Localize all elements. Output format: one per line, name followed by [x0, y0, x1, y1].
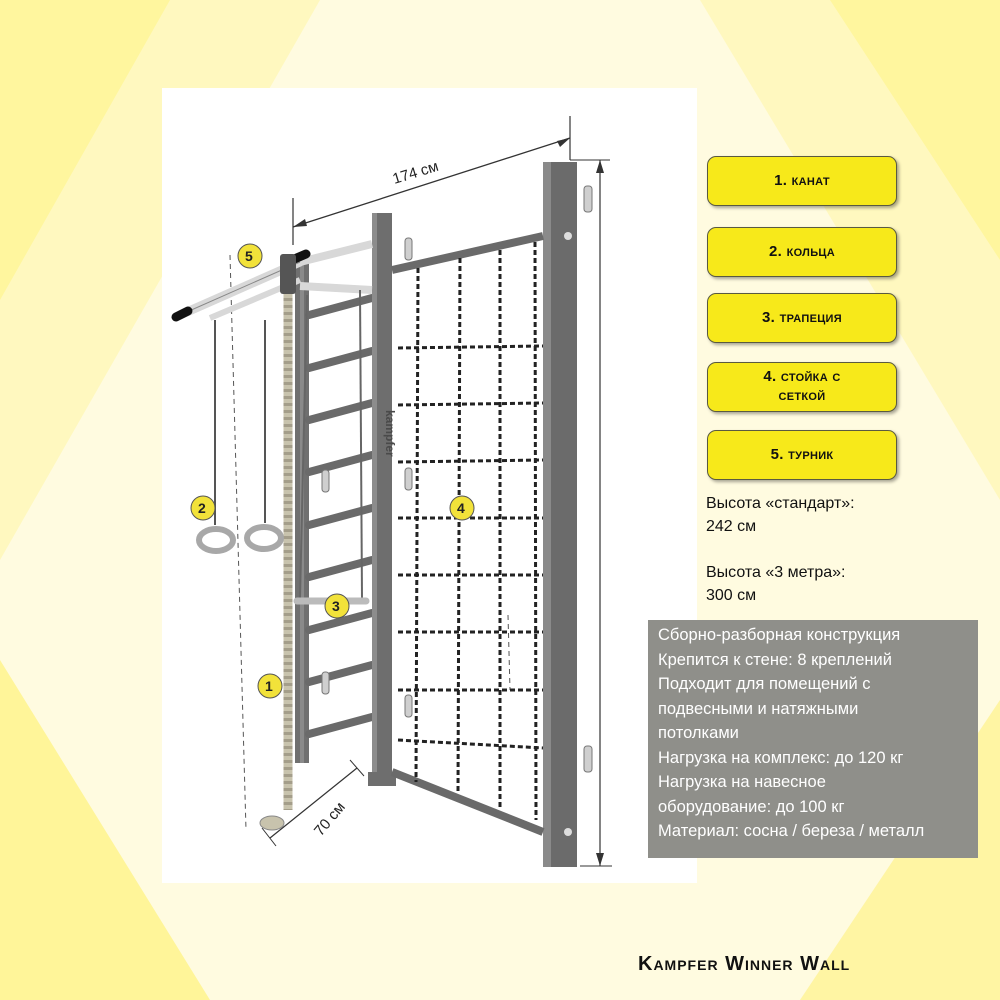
callout-2-number: 2	[198, 500, 206, 516]
legend-trapeze	[707, 293, 897, 343]
ladder-rungs	[309, 298, 372, 734]
callout-1	[258, 674, 282, 698]
spec-line: Нагрузка на комплекс: до 120 кг	[658, 748, 904, 767]
spec-line: Материал: сосна / береза / металл	[658, 822, 925, 840]
height-3m	[706, 561, 845, 607]
height-standard-value: 242 см	[706, 518, 757, 536]
spec-line: Подходит для помещений с	[658, 675, 871, 693]
callout-1-number: 1	[265, 678, 273, 694]
climbing-net	[398, 242, 543, 820]
callout-2	[191, 496, 215, 520]
callout-4-number: 4	[457, 500, 465, 516]
height-standard	[706, 492, 855, 538]
height-3m-label: Высота «3 метра»:	[706, 564, 846, 581]
legend-net-post-text-2: сеткой	[778, 387, 826, 404]
spec-line: Крепится к стене: 8 креплений	[658, 650, 892, 669]
spec-line: Сборно-разборная конструкция	[658, 626, 901, 644]
depth-dimension	[262, 760, 364, 846]
net-top-bar	[392, 236, 543, 270]
legend-net-post	[707, 362, 897, 412]
width-label: 174 см	[390, 157, 441, 188]
legend-rope	[707, 156, 897, 206]
spec-line: Нагрузка на навесное	[658, 773, 826, 791]
depth-label: 70 см	[310, 798, 349, 840]
legend-rope-text: 1. канат	[774, 171, 830, 189]
callout-5	[238, 244, 262, 268]
callout-3	[325, 594, 349, 618]
height-3m-value: 300 см	[706, 587, 757, 605]
post-logo: kampfer	[383, 410, 397, 457]
legend-trapeze-text: 3. трапеция	[762, 308, 842, 326]
legend-pull-up-bar	[707, 430, 897, 480]
legend-net-post-text-1: 4. стойка с	[763, 368, 841, 386]
width-dimension	[293, 116, 570, 245]
spec-line: подвесными и натяжными	[658, 699, 859, 718]
height-standard-label: Высота «стандарт»:	[706, 495, 855, 512]
spec-line: потолками	[658, 724, 739, 742]
legend-pull-up-bar-text: 5. турник	[770, 445, 834, 463]
guide-line	[508, 615, 510, 690]
legend-rings	[707, 227, 897, 277]
middle-post	[368, 213, 397, 786]
spec-line: оборудование: до 100 кг	[658, 797, 845, 816]
specs-box	[648, 620, 978, 858]
callout-4	[450, 496, 474, 520]
callout-5-number: 5	[245, 248, 253, 264]
callout-3-number: 3	[332, 598, 340, 614]
brand-title: Kampfer Winner Wall	[638, 953, 851, 975]
legend-rings-text: 2. кольца	[769, 242, 835, 260]
right-post	[543, 162, 577, 867]
